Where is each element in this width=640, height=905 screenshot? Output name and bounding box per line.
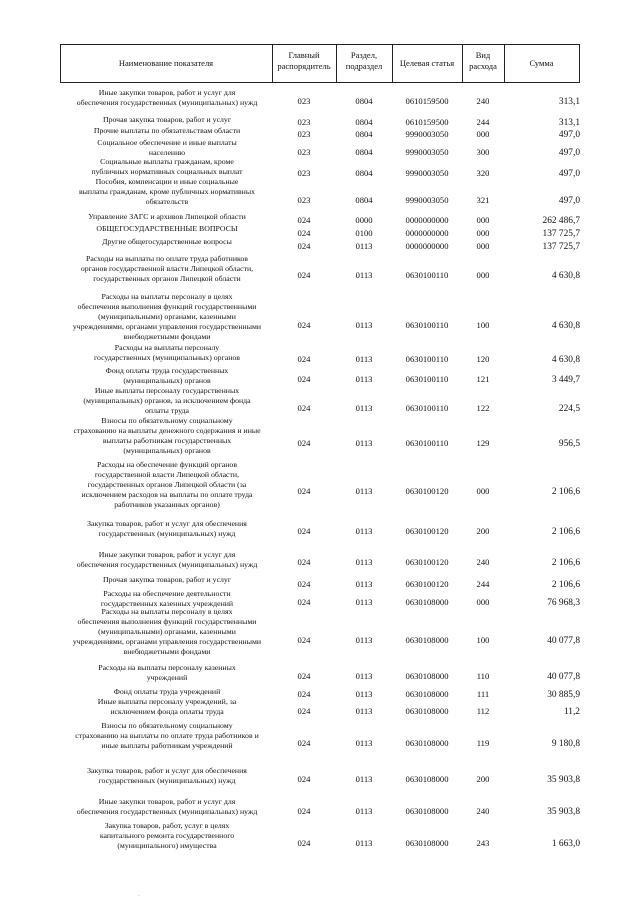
row-sum: 313,1: [558, 97, 580, 107]
row-sum: 137 725,7: [542, 242, 580, 252]
row-section: 0804: [355, 129, 373, 139]
row-main-manager: 024: [297, 557, 311, 567]
header-border-right: [579, 44, 580, 83]
row-expense-type: 129: [476, 438, 490, 448]
header-indicator-name: Наименование показателя: [118, 58, 214, 68]
row-main-manager: 024: [297, 806, 311, 816]
row-section: 0113: [355, 526, 373, 536]
row-sum: 9 180,8: [551, 739, 580, 749]
row-target-article: 9990003050: [405, 195, 449, 205]
row-main-manager: 023: [297, 168, 311, 178]
row-indicator-name-line: органов государственной власти Липецкой области,: [80, 264, 254, 273]
row-indicator-name-line: учреждениями, органами управления государственными: [72, 637, 262, 646]
row-sum: 40 077,8: [547, 672, 580, 682]
row-sum: 2 106,6: [551, 527, 580, 537]
row-section: 0113: [355, 320, 373, 330]
row-target-article: 0610159500: [405, 96, 449, 106]
row-indicator-name-line: Расходы на выплаты персоналу казенных: [98, 663, 236, 672]
row-indicator-name-line: Взносы по обязательному социальному: [101, 721, 233, 730]
row-main-manager: 024: [297, 597, 311, 607]
row-indicator-name-line: Социальное обеспечение и иные выплаты: [97, 138, 237, 147]
row-indicator-name-line: Расходы на обеспечение деятельности: [103, 589, 231, 598]
row-main-manager: 024: [297, 374, 311, 384]
row-section: 0113: [355, 579, 373, 589]
row-section: 0000: [355, 215, 373, 225]
row-indicator-name: [60, 254, 274, 284]
row-indicator-name: [60, 224, 274, 234]
row-expense-type: 111: [476, 689, 490, 699]
row-indicator-name-line: обязательств: [145, 197, 189, 206]
row-indicator-name-line: исключением расходов на выплаты по оплате труда: [81, 490, 253, 499]
row-indicator-name: [60, 519, 274, 539]
row-section: 0804: [355, 96, 373, 106]
row-indicator-name-line: учреждений: [146, 673, 188, 682]
row-indicator-name-line: государственных казенных учреждений: [100, 599, 234, 608]
row-expense-type: 121: [476, 374, 490, 384]
row-section: 0113: [355, 403, 373, 413]
row-indicator-name: [60, 575, 274, 585]
row-indicator-name: [60, 797, 274, 817]
row-main-manager: 024: [297, 774, 311, 784]
row-indicator-name: [60, 212, 274, 222]
row-target-article: 0630108000: [405, 689, 449, 699]
row-sum: 956,5: [558, 439, 580, 449]
row-expense-type: 000: [476, 241, 490, 251]
row-expense-type: 110: [476, 671, 490, 681]
row-indicator-name-line: Прочие выплаты по обязательствам области: [93, 126, 241, 135]
row-indicator-name-line: Фонд оплаты труда учреждений: [113, 687, 221, 696]
row-indicator-name: [60, 697, 274, 717]
row-target-article: 0000000000: [405, 215, 449, 225]
row-section: 0113: [355, 374, 373, 384]
row-main-manager: 024: [297, 438, 311, 448]
header-section-line-2: подраздел: [345, 61, 383, 71]
row-target-article: 0630108000: [405, 774, 449, 784]
row-target-article: 0630100110: [405, 374, 449, 384]
row-main-manager: 024: [297, 241, 311, 251]
row-main-manager: 024: [297, 270, 311, 280]
row-target-article: 0630108000: [405, 806, 449, 816]
row-expense-type: 000: [476, 597, 490, 607]
header-bottom-border: [60, 82, 580, 83]
row-target-article: 0630100110: [405, 320, 449, 330]
row-main-manager: 023: [297, 117, 311, 127]
row-indicator-name-line: (муниципальных) органов: [123, 376, 211, 385]
page-edge-mark: .: [138, 890, 140, 898]
row-main-manager: 024: [297, 215, 311, 225]
row-indicator-name-line: государственных органов Липецкой области (за: [87, 480, 247, 489]
header-section: [336, 50, 392, 72]
row-section: 0804: [355, 168, 373, 178]
row-section: 0113: [355, 738, 373, 748]
header-main-manager-line-2: распорядитель: [277, 61, 331, 71]
row-indicator-name: [60, 766, 274, 786]
row-indicator-name-line: ОБЩЕГОСУДАРСТВЕННЫЕ ВОПРОСЫ: [96, 224, 238, 233]
row-expense-type: 000: [476, 228, 490, 238]
row-main-manager: 024: [297, 706, 311, 716]
header-main-manager: [272, 50, 336, 72]
row-section: 0113: [355, 671, 373, 681]
row-expense-type: 244: [476, 117, 490, 127]
row-target-article: 0630108000: [405, 671, 449, 681]
row-indicator-name: [60, 663, 274, 683]
row-target-article: 9990003050: [405, 129, 449, 139]
row-target-article: 0630108000: [405, 635, 449, 645]
row-indicator-name-line: страхованию на выплаты денежного содержания и иные: [73, 426, 261, 435]
row-section: 0113: [355, 597, 373, 607]
row-indicator-name: [60, 687, 274, 697]
row-indicator-name-line: обеспечения выполнения функций государственными: [77, 617, 257, 626]
row-indicator-name-line: Расходы на выплаты персоналу в целях: [101, 607, 233, 616]
row-sum: 2 106,6: [551, 487, 580, 497]
row-indicator-name: [60, 292, 274, 342]
row-indicator-name-line: Закупка товаров, работ, услуг в целях: [104, 821, 230, 830]
row-indicator-name-line: Иные выплаты персоналу учреждений, за: [97, 697, 237, 706]
row-indicator-name-line: государственных (муниципальных) нужд: [98, 776, 236, 785]
row-expense-type: 119: [476, 738, 490, 748]
row-main-manager: 024: [297, 579, 311, 589]
row-indicator-name-line: Закупка товаров, работ и услуг для обеспечения: [87, 766, 247, 775]
row-expense-type: 122: [476, 403, 490, 413]
row-sum: 497,0: [558, 148, 580, 158]
row-target-article: 0630100120: [405, 486, 449, 496]
row-sum: 76 968,3: [547, 598, 580, 608]
header-expense-type-line-2: расхода: [469, 61, 497, 71]
row-expense-type: 000: [476, 129, 490, 139]
row-indicator-name: [60, 821, 274, 851]
row-indicator-name-line: выплаты гражданам, кроме публичных нормативных: [78, 187, 255, 196]
row-indicator-name: [60, 460, 274, 510]
row-sum: 2 106,6: [551, 558, 580, 568]
row-main-manager: 024: [297, 671, 311, 681]
row-target-article: 0630100120: [405, 557, 449, 567]
row-expense-type: 320: [476, 168, 490, 178]
row-sum: 262 486,7: [542, 216, 580, 226]
row-indicator-name-line: обеспечения выполнения функций государственными: [77, 302, 257, 311]
row-indicator-name-line: Иные выплаты персоналу государственных: [94, 386, 240, 395]
row-indicator-name: [60, 343, 274, 363]
row-main-manager: 024: [297, 354, 311, 364]
row-section: 0804: [355, 147, 373, 157]
row-indicator-name-line: Иные закупки товаров, работ и услуг для: [98, 797, 236, 806]
row-indicator-name-line: Расходы на выплаты по оплате труда работников: [86, 254, 248, 263]
row-target-article: 0630100110: [405, 354, 449, 364]
row-indicator-name: [60, 115, 274, 125]
row-indicator-name-line: Иные закупки товаров, работ и услуг для: [98, 88, 236, 97]
row-indicator-name-line: государственных органов Липецкой области: [93, 274, 241, 283]
row-indicator-name-line: внебюджетными фондами: [123, 332, 211, 341]
row-sum: 11,2: [563, 707, 580, 717]
row-main-manager: 024: [297, 635, 311, 645]
row-sum: 1 663,0: [551, 839, 580, 849]
row-indicator-name-line: (муниципальными) органами, казенными: [98, 627, 236, 636]
row-sum: 497,0: [558, 130, 580, 140]
row-main-manager: 024: [297, 486, 311, 496]
row-expense-type: 240: [476, 557, 490, 567]
row-expense-type: 000: [476, 215, 490, 225]
row-target-article: 0630108000: [405, 738, 449, 748]
row-sum: 224,5: [558, 404, 580, 414]
row-sum: 3 449,7: [551, 375, 580, 385]
row-sum: 35 903,8: [547, 775, 580, 785]
row-indicator-name-line: государственных (муниципальных) органов: [94, 353, 240, 362]
row-indicator-name-line: Прочая закупка товаров, работ и услуг: [102, 575, 232, 584]
row-indicator-name-line: Закупка товаров, работ и услуг для обеспечения: [87, 519, 247, 528]
row-indicator-name-line: государственных (муниципальных) нужд: [98, 529, 236, 538]
row-target-article: 0610159500: [405, 117, 449, 127]
row-indicator-name: [60, 607, 274, 657]
header-top-border: [60, 44, 580, 45]
row-indicator-name-line: внебюджетными фондами: [123, 647, 211, 656]
header-target-article: Целевая статья: [399, 58, 455, 68]
row-target-article: 9990003050: [405, 147, 449, 157]
row-indicator-name-line: Пособия, компенсации и иные социальные: [95, 177, 239, 186]
row-section: 0113: [355, 706, 373, 716]
row-target-article: 9990003050: [405, 168, 449, 178]
row-section: 0113: [355, 486, 373, 496]
row-indicator-name-line: Социальные выплаты гражданам, кроме: [100, 157, 234, 166]
row-expense-type: 321: [476, 195, 490, 205]
row-main-manager: 023: [297, 96, 311, 106]
row-indicator-name-line: Фонд оплаты труда государственных: [105, 366, 229, 375]
row-section: 0804: [355, 117, 373, 127]
row-indicator-name-line: работников указанных органов): [114, 500, 220, 509]
row-indicator-name-line: (муниципального) имущества: [117, 841, 217, 850]
row-sum: 4 630,8: [551, 321, 580, 331]
row-indicator-name-line: Другие общегосударственные вопросы: [102, 237, 232, 246]
row-main-manager: 024: [297, 838, 311, 848]
row-indicator-name-line: государственной власти Липецкой области,: [94, 470, 240, 479]
row-indicator-name: [60, 237, 274, 247]
row-target-article: 0000000000: [405, 228, 449, 238]
row-target-article: 0630100110: [405, 403, 449, 413]
row-main-manager: 024: [297, 403, 311, 413]
row-indicator-name: [60, 138, 274, 158]
row-expense-type: 200: [476, 526, 490, 536]
row-expense-type: 240: [476, 96, 490, 106]
row-indicator-name-line: Иные закупки товаров, работ и услуг для: [98, 550, 236, 559]
row-section: 0113: [355, 270, 373, 280]
row-indicator-name: [60, 386, 274, 416]
row-sum: 2 106,6: [551, 580, 580, 590]
row-indicator-name-line: выплаты работникам государственных: [102, 436, 232, 445]
header-sum: Сумма: [529, 58, 554, 68]
row-indicator-name-line: Расходы на выплаты персоналу в целях: [101, 292, 233, 301]
row-indicator-name: [60, 177, 274, 207]
row-main-manager: 024: [297, 526, 311, 536]
row-target-article: 0630100110: [405, 438, 449, 448]
row-indicator-name-line: капитального ремонта государственного: [99, 831, 235, 840]
row-indicator-name-line: (муниципальными) органами, казенными: [98, 312, 236, 321]
row-target-article: 0630100120: [405, 526, 449, 536]
row-section: 0113: [355, 806, 373, 816]
row-expense-type: 000: [476, 270, 490, 280]
row-indicator-name: [60, 88, 274, 108]
row-indicator-name-line: учреждениями, органами управления государственными: [72, 322, 262, 331]
row-indicator-name-line: (муниципальных) органов, за исключением фонда: [83, 396, 251, 405]
row-indicator-name-line: Управление ЗАГС и архивов Липецкой области: [88, 212, 246, 221]
row-indicator-name-line: иные выплаты работникам учреждений: [101, 741, 233, 750]
row-expense-type: 300: [476, 147, 490, 157]
row-section: 0100: [355, 228, 373, 238]
row-indicator-name-line: оплаты труда: [145, 406, 189, 415]
row-indicator-name-line: обеспечения государственных (муниципальных) нужд: [76, 807, 258, 816]
row-target-article: 0630108000: [405, 597, 449, 607]
row-main-manager: 024: [297, 738, 311, 748]
header-expense-type-line-1: Вид: [475, 50, 491, 60]
row-section: 0113: [355, 838, 373, 848]
row-main-manager: 023: [297, 147, 311, 157]
row-expense-type: 240: [476, 806, 490, 816]
row-expense-type: 120: [476, 354, 490, 364]
row-indicator-name-line: Прочая закупка товаров, работ и услуг: [102, 115, 232, 124]
row-section: 0804: [355, 195, 373, 205]
row-sum: 35 903,8: [547, 807, 580, 817]
row-sum: 4 630,8: [551, 271, 580, 281]
row-sum: 137 725,7: [542, 229, 580, 239]
row-section: 0113: [355, 689, 373, 699]
row-section: 0113: [355, 354, 373, 364]
row-expense-type: 243: [476, 838, 490, 848]
row-indicator-name-line: исключением фонда оплаты труда: [110, 707, 224, 716]
row-section: 0113: [355, 557, 373, 567]
row-target-article: 0630100120: [405, 579, 449, 589]
row-expense-type: 244: [476, 579, 490, 589]
row-expense-type: 000: [476, 486, 490, 496]
row-sum: 313,1: [558, 118, 580, 128]
row-expense-type: 200: [476, 774, 490, 784]
row-indicator-name-line: Расходы на обеспечение функций органов: [96, 460, 237, 469]
row-target-article: 0630108000: [405, 706, 449, 716]
row-indicator-name: [60, 157, 274, 177]
row-indicator-name-line: (муниципальных) органов: [123, 446, 211, 455]
row-sum: 30 885,9: [547, 690, 580, 700]
header-main-manager-line-1: Главный: [288, 50, 320, 60]
row-main-manager: 024: [297, 320, 311, 330]
row-expense-type: 100: [476, 635, 490, 645]
row-indicator-name-line: Взносы по обязательному социальному: [101, 416, 233, 425]
row-indicator-name: [60, 721, 274, 751]
row-indicator-name-line: Расходы на выплаты персоналу: [114, 343, 220, 352]
row-indicator-name: [60, 366, 274, 386]
row-sum: 497,0: [558, 196, 580, 206]
row-main-manager: 024: [297, 228, 311, 238]
header-expense-type: [462, 50, 504, 72]
row-sum: 4 630,8: [551, 355, 580, 365]
row-indicator-name: [60, 589, 274, 609]
row-section: 0113: [355, 774, 373, 784]
row-expense-type: 112: [476, 706, 490, 716]
row-sum: 497,0: [558, 169, 580, 179]
row-sum: 40 077,8: [547, 636, 580, 646]
row-indicator-name: [60, 126, 274, 136]
row-indicator-name-line: обеспечения государственных (муниципальных) нужд: [76, 98, 258, 107]
row-indicator-name-line: обеспечения государственных (муниципальных) нужд: [76, 560, 258, 569]
row-main-manager: 023: [297, 129, 311, 139]
row-indicator-name-line: публичных нормативных социальных выплат: [91, 167, 243, 176]
row-indicator-name: [60, 416, 274, 456]
row-expense-type: 100: [476, 320, 490, 330]
row-indicator-name-line: страхованию на выплаты по оплате труда работников и: [75, 731, 259, 740]
row-section: 0113: [355, 241, 373, 251]
row-section: 0113: [355, 635, 373, 645]
row-section: 0113: [355, 438, 373, 448]
row-target-article: 0630100110: [405, 270, 449, 280]
row-target-article: 0000000000: [405, 241, 449, 251]
header-section-line-1: Раздел,: [350, 50, 378, 60]
row-indicator-name-line: населению: [148, 148, 186, 157]
row-main-manager: 023: [297, 195, 311, 205]
row-main-manager: 024: [297, 689, 311, 699]
row-target-article: 0630108000: [405, 838, 449, 848]
row-indicator-name: [60, 550, 274, 570]
